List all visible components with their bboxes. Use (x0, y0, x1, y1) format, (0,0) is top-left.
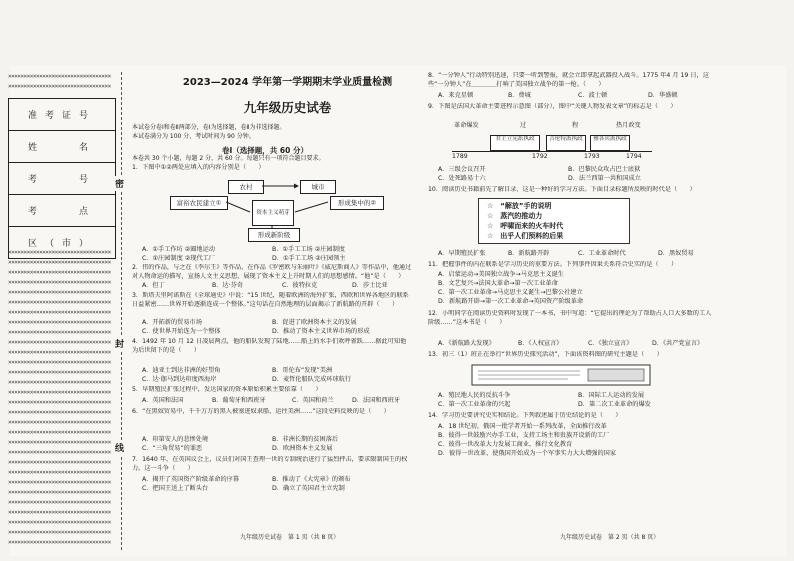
q12-option-a[interactable]: A．《新航路大发现》 (438, 340, 495, 347)
footer-page-2: 九年级历史试卷 第 2 页（共 8 页） (560, 534, 660, 541)
x-marks: ××××××××××××××××××××××××××××××××× (8, 339, 111, 346)
q7-option-a[interactable]: A．揭开了英国资产阶级革命的序幕 (142, 476, 240, 483)
q1-option-a[interactable]: A．①手工作坊 ②圈地运动 (142, 246, 215, 253)
q6-option-b[interactable]: B．非洲长期的贫困落后 (272, 436, 339, 443)
seal-char-xian: 线 (115, 440, 124, 455)
diagram-city: 城市 (300, 180, 336, 194)
q1-option-c[interactable]: C．①庄园制度 ②现代工厂 (142, 255, 216, 262)
x-marks: ××××××××××××××××××××××××××××××××× (8, 499, 111, 506)
q1-option-d[interactable]: D．①手工工场 ②庄园领主 (272, 255, 346, 262)
question-4-stem: 4．1492 年 10 月 12 日凌晨两点，他的船队发现了陆地……船上的水手们欢呼雀跃……据此可知他为后世留下的是（ ） (132, 338, 407, 354)
x-marks: ××××××××××××××××××××××××××××××××× (8, 519, 111, 526)
q11-option-d[interactable]: D．新航路开辟→第一次工业革命→英国资产阶级革命 (438, 298, 584, 305)
q10-option-c[interactable]: C．工业革命时代 (578, 250, 626, 257)
q8-option-c[interactable]: C．波士顿 (578, 92, 608, 99)
question-9-stem: 9．下图是法国大革命主要进程示意图（部分），图中“关键人物发表文章”的标志是（ ） (428, 103, 677, 110)
question-2-stem: 2．伟的作品，与之在《李尔王》等作品，在作品《罗密欧与朱丽叶》《威尼斯商人》等作品中，他通过对人物命运的描写，宣扬人文主义思想，展现了资本主义上升时期人们的思想感情。“他”是（ ） (132, 264, 412, 280)
q10-option-a[interactable]: A．早期殖民扩张 (438, 250, 486, 257)
q5-option-d[interactable]: D．法国和西班牙 (352, 397, 401, 404)
x-marks: ××××××××××××××××××××××××××××××××× (8, 329, 111, 336)
x-marks: ××××××××××××××××××××××××××××××××× (8, 409, 111, 416)
note-2: 本试卷满分为 100 分，考试时间为 90 分钟。 (132, 133, 255, 140)
q5-option-c[interactable]: C．英国和荷兰 (292, 397, 334, 404)
q8-option-d[interactable]: D．华盛顿 (648, 92, 678, 99)
x-marks: ××××××××××××××××××××××××××××××××× (8, 389, 111, 396)
diagram-rich-farmers: 富裕农民建立① (170, 196, 228, 210)
q4-option-d[interactable]: D．麦哲伦船队完成环球航行 (272, 376, 352, 383)
q7-option-d[interactable]: D．确立了英国君主立宪制 (272, 485, 345, 492)
q6-option-d[interactable]: D．欧洲资本主义发展 (272, 445, 333, 452)
x-marks: ××××××××××××××××××××××××××××××××× (8, 83, 111, 90)
x-marks: ××××××××××××××××××××××××××××××××× (8, 359, 111, 366)
x-marks: ××××××××××××××××××××××××××××××××× (8, 289, 111, 296)
q13-option-b[interactable]: B．国际工人运动的发展 (578, 392, 645, 399)
x-marks: ××××××××××××××××××××××××××××××××× (8, 379, 111, 386)
q7-option-c[interactable]: C．把国王送上了断头台 (142, 485, 209, 492)
question-12-stem: 12．小明同学在阅读历史资料时发现了一本书，书中写道：“它提出的理论为了帮助占人口大多数的工人阶级……”这本书是（ ） (428, 310, 712, 326)
x-marks: ××××××××××××××××××××××××××××××××× (8, 529, 111, 536)
x-marks: ××××××××××××××××××××××××××××××××× (8, 399, 111, 406)
diagram-farm: 农村 (228, 180, 264, 194)
x-marks: ××××××××××××××××××××××××××××××××× (8, 309, 111, 316)
seal-char-mi: 密 (115, 176, 124, 191)
x-marks: ××××××××××××××××××××××××××××××××× (8, 349, 111, 356)
q13-option-a[interactable]: A．殖民地人民的反抗斗争 (438, 392, 511, 399)
q14-option-b[interactable]: B．彼得一世鼓励兴办手工业，支持工场主和贵族开设新的工厂 (438, 432, 610, 439)
question-3-stem: 3．斯塔夫里阿诺斯在《全球通史》中说：“15 世纪，随着欧洲的海外扩张，西欧和世界各地区的联系日益紧密……世界开始逐渐连成一个整体。”这句话在自然地理的层面揭示了新航路的开辟（ ） (132, 292, 409, 308)
q2-option-d[interactable]: D．莎士比亚 (352, 282, 388, 289)
contents-line-3: ☆ 呼啸而来的火车时代 (487, 222, 564, 230)
q8-option-b[interactable]: B．费城 (508, 92, 531, 99)
q7-option-b[interactable]: B．推动了《大宪章》的颁布 (272, 476, 351, 483)
x-marks: ××××××××××××××××××××××××××××××××× (8, 269, 111, 276)
timeline-label-revolution: 革命爆发 (454, 122, 479, 129)
x-marks: ××××××××××××××××××××××××××××××××× (8, 439, 111, 446)
question-13-stem: 13．初三（1）班正在举行“世界历史探究活动”，下面该资料图的研究主题是（ ） (428, 351, 663, 358)
question-7-stem: 7．1640 年，在英国议会上，议员们对国王查理一世的专制统治进行了猛烈抨击，要求限制国王的权力。这一斗争（ ） (132, 456, 408, 472)
year-1789: 1789 (452, 153, 468, 160)
section-instruction: 本卷共 30 个小题，每题 2 分，共 60 分。每题只有一项符合题目要求。 (132, 155, 325, 162)
contents-line-4: ☆ 出乎人们预料的后果 (487, 232, 564, 240)
timeline-axis (452, 151, 652, 152)
field-seat-number[interactable]: 考 号 (9, 163, 116, 195)
question-5-stem: 5．早期殖民扩张过程中，发达国家的资本原始积累主要依靠（ ） (132, 386, 322, 393)
q11-option-b[interactable]: B．文艺复兴→法国大革命→第一次工业革命 (438, 280, 558, 287)
x-marks: ××××××××××××××××××××××××××××××××× (8, 479, 111, 486)
diagram-capitalism-sprout: 资本主义萌芽 (252, 200, 294, 226)
phase-girondin: 吉伦特派执政 (546, 135, 586, 151)
timeline-label-thermidor: 热月政变 (616, 122, 641, 129)
q8-option-a[interactable]: A．来克星顿 (438, 92, 474, 99)
x-marks: ××××××××××××××××××××××××××××××××× (8, 279, 111, 286)
section-heading: 卷Ⅰ（选择题，共 60 分） (222, 146, 308, 155)
q9-option-b[interactable]: B．巴黎民众攻占巴士底狱 (568, 166, 641, 173)
question-6-stem: 6．“在黑奴贸易中，千千万万的黑人被塞进奴隶船，运往美洲……”这段史料反映的是（ ） (132, 408, 390, 415)
q2-option-c[interactable]: C．彼特拉克 (282, 282, 318, 289)
x-marks: ××××××××××××××××××××××××××××××××× (8, 249, 111, 256)
q13-option-d[interactable]: D．第二次工业革命的爆发 (578, 401, 651, 408)
field-name[interactable]: 姓 名 (9, 131, 116, 163)
question-14-stem: 14．学习历史要讲究史实和结论。下列叙述属于历史结论的是（ ） (428, 412, 622, 419)
x-marks: ××××××××××××××××××××××××××××××××× (8, 419, 111, 426)
phase-constitutional: 君主立宪派执政 (490, 135, 540, 151)
q9-option-a[interactable]: A．三级会议召开 (438, 166, 486, 173)
x-marks: ××××××××××××××××××××××××××××××××× (8, 489, 111, 496)
q4-option-a[interactable]: A．迪亚士到达非洲的好望角 (142, 367, 221, 374)
seal-char-feng: 封 (115, 336, 124, 351)
q10-contents-box (478, 198, 630, 244)
x-marks: ××××××××××××××××××××××××××××××××× (8, 369, 111, 376)
q4-option-c[interactable]: C．达·伽马到达印度西海岸 (142, 376, 217, 383)
x-marks: ××××××××××××××××××××××××××××××××× (8, 469, 111, 476)
diagram-arrows (160, 176, 400, 246)
x-marks: ××××××××××××××××××××××××××××××××× (8, 299, 111, 306)
q1-option-b[interactable]: B．①手工工场 ②庄园制度 (272, 246, 345, 253)
q5-option-b[interactable]: B．葡萄牙和西班牙 (212, 397, 266, 404)
q12-option-d[interactable]: D．《共产党宣言》 (652, 340, 704, 347)
q11-option-c[interactable]: C．第一次工业革命→马克思主义诞生→巴黎公社建立 (438, 289, 583, 296)
note-1: 本试卷分卷Ⅰ和卷Ⅱ两部分，卷Ⅰ为选择题，卷Ⅱ为非选择题。 (132, 124, 286, 131)
footer-page-1: 九年级历史试卷 第 1 页（共 8 页） (240, 534, 340, 541)
year-1794: 1794 (626, 153, 642, 160)
field-district[interactable]: 区（市） (9, 227, 116, 259)
x-marks: ××××××××××××××××××××××××××××××××× (8, 73, 111, 80)
diagram-formed: 形成集中的② (330, 196, 384, 210)
q10-option-d[interactable]: D．黑奴贸易 (658, 250, 694, 257)
x-marks: ××××××××××××××××××××××××××××××××× (8, 429, 111, 436)
q6-option-a[interactable]: A．印第安人的悲惨处境 (142, 436, 209, 443)
q13-option-c[interactable]: C．第一次工业革命的兴起 (438, 401, 511, 408)
year-1792: 1792 (532, 153, 548, 160)
q9-option-d[interactable]: D．法兰西第一共和国成立 (568, 175, 641, 182)
phase-jacobin: 雅各宾派执政 (590, 135, 630, 151)
question-11-stem: 11．把握事件的内在联系是学习历史的重要方法。下列事件因果关系符合史实的是（ ） (428, 261, 678, 268)
q13-scroll-image (468, 362, 658, 388)
timeline-label-cheng: 程 (572, 122, 579, 129)
exam-subject: 九年级历史试卷 (243, 100, 332, 115)
q3-option-c[interactable]: C．使世界开始连为一个整体 (142, 328, 221, 335)
x-marks: ××××××××××××××××××××××××××××××××× (8, 459, 111, 466)
q10-option-b[interactable]: B．新航路开辟 (508, 250, 550, 257)
q3-option-a[interactable]: A．开拓新的贸易市场 (142, 319, 202, 326)
question-1-stem: 1．下图中①②两处应填入的内容分别是（ ） (132, 164, 265, 171)
q3-option-b[interactable]: B．促进了欧洲资本主义的发展 (272, 319, 357, 326)
x-marks: ××××××××××××××××××××××××××××××××× (8, 539, 111, 546)
question-8-stem: 8．“一分钟人”行动特别迅速，只要一听到警报，就会立即拿起武器投入战斗。1775 年4 月 19 日，这些“一分钟人”在＿＿＿＿打响了美国独立战争的第一枪。（ ） (428, 72, 709, 88)
year-1793: 1793 (584, 153, 600, 160)
q14-option-c[interactable]: C．彼得一世改革大力发展工商业，推行文化教育 (438, 441, 573, 448)
timeline-label-guo: 过 (520, 122, 527, 129)
q2-option-a[interactable]: A．但丁 (142, 282, 165, 289)
q14-option-a[interactable]: A．18 世纪初，俄国一批学者开始一系列改革，全面推行改革 (438, 423, 607, 430)
x-marks: ××××××××××××××××××××××××××××××××× (8, 319, 111, 326)
q2-option-b[interactable]: B．达·芬奇 (212, 282, 243, 289)
field-exam-number[interactable]: 准考证号 (9, 99, 116, 131)
q11-option-a[interactable]: A．启蒙运动→美国独立战争→马克思主义诞生 (438, 271, 564, 278)
candidate-info-table (8, 98, 116, 259)
diagram-new-class: 形成新阶级 (248, 228, 300, 242)
q6-option-c[interactable]: C．“三角贸易”的罪恶 (142, 445, 203, 452)
q9-option-c[interactable]: C．处死路易十六 (438, 175, 486, 182)
x-marks: ××××××××××××××××××××××××××××××××× (8, 509, 111, 516)
x-marks: ××××××××××××××××××××××××××××××××× (8, 259, 111, 266)
seal-line (121, 72, 122, 550)
q4-option-b[interactable]: B．哥伦布“发现”美洲 (272, 367, 333, 374)
contents-line-1: ☆ “解放”手的说明 (487, 202, 552, 210)
x-marks: ××××××××××××××××××××××××××××××××× (8, 449, 111, 456)
question-10-stem: 10．阅读历史书籍前先了解目录，这是一种好的学习方法。下面目录标题所反映的时代是（ ） (428, 186, 696, 193)
exam-title: 2023—2024 学年第一学期期末学业质量检测 (182, 77, 393, 88)
q12-option-c[interactable]: C．《独立宣言》 (588, 340, 633, 347)
contents-line-2: ☆ 蒸汽的推动力 (487, 212, 543, 220)
q14-option-d[interactable]: D．彼得一世改革，使俄国开始成为一个军事实力大大增强的国家 (438, 450, 617, 457)
q5-option-a[interactable]: A．英国和法国 (142, 397, 184, 404)
q3-option-d[interactable]: D．推动了资本主义世界市场的形成 (272, 328, 370, 335)
q12-option-b[interactable]: B．《人权宣言》 (518, 340, 563, 347)
field-test-site[interactable]: 考 点 (9, 195, 116, 227)
